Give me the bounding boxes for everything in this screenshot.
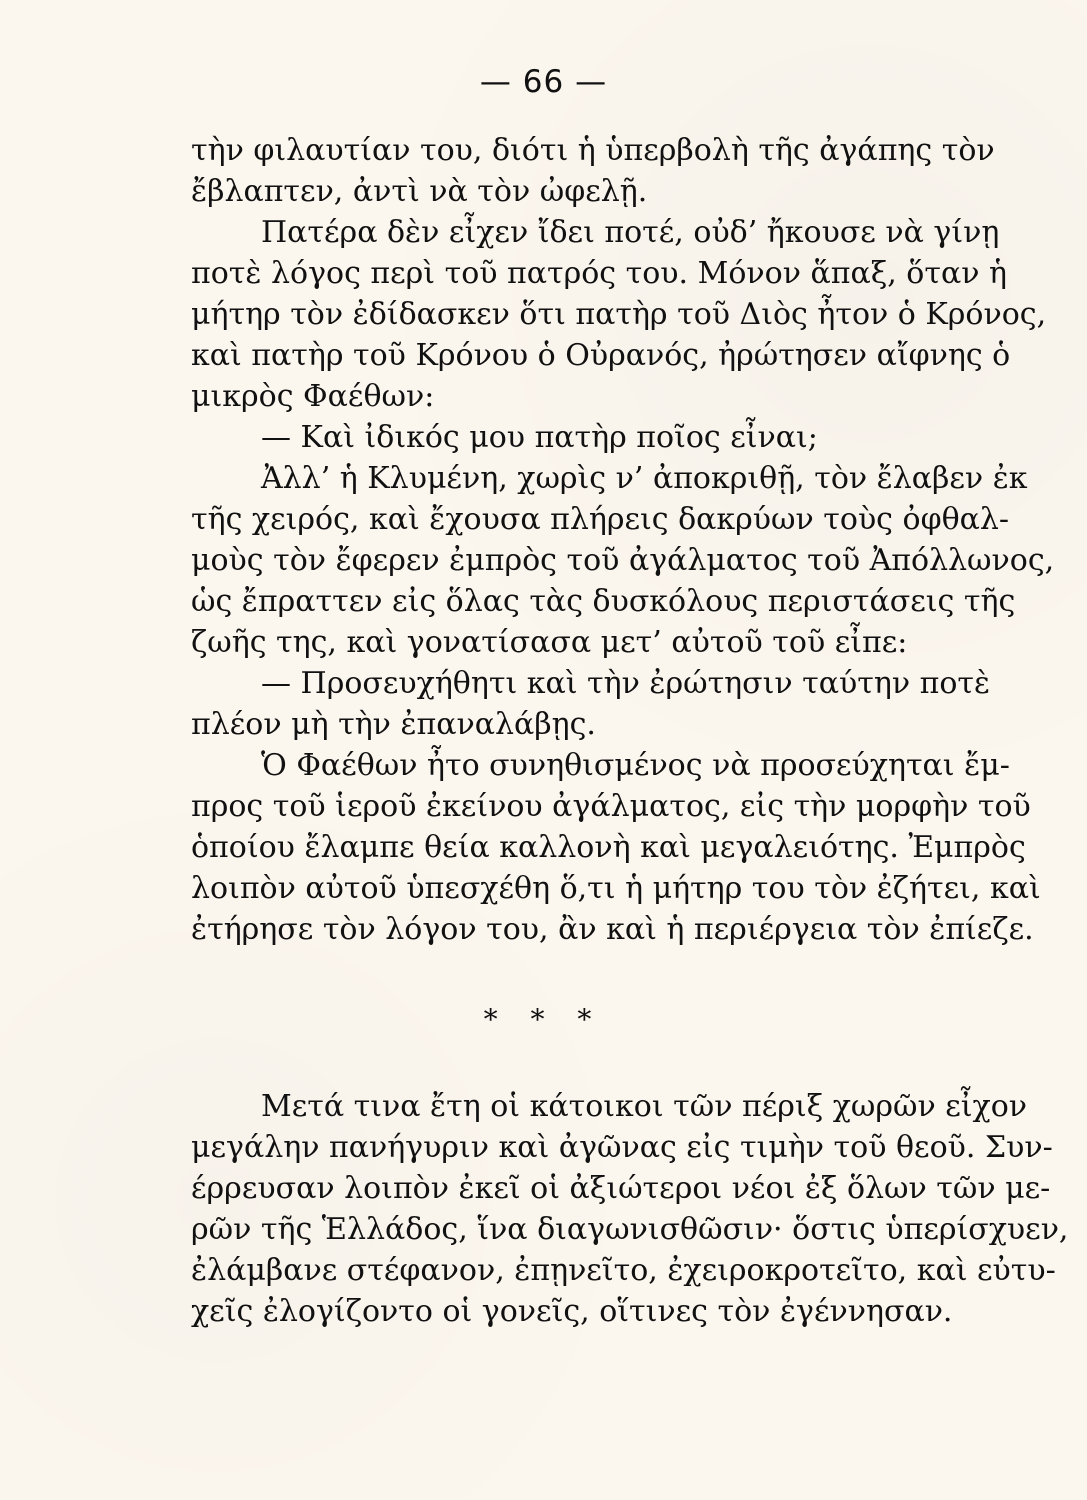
text-line: λοιπὸν αὐτοῦ ὑπεσχέθη ὅ,τι ἡ μήτηρ του τὸν ἐζήτει, καὶ bbox=[191, 871, 1041, 906]
text-line: ὁποίου ἔλαμπε θεία καλλονὴ καὶ μεγαλειότης. Ἐμπρὸς bbox=[191, 830, 1026, 865]
section-separator: * * * bbox=[483, 1003, 604, 1036]
text-line: ζωῆς της, καὶ γονατίσασα μετ’ αὐτοῦ τοῦ εἶπε: bbox=[191, 625, 908, 660]
text-line: Ὁ Φαέθων ἦτο συνηθισμένος νὰ προσεύχηται ἔμ- bbox=[261, 748, 1010, 783]
text-line: ρῶν τῆς Ἑλλάδος, ἵνα διαγωνισθῶσιν· ὅστις ὑπερίσχυεν, bbox=[191, 1212, 1069, 1247]
text-line: — Καὶ ἰδικός μου πατὴρ ποῖος εἶναι; bbox=[261, 420, 818, 455]
text-line: πλέον μὴ τὴν ἐπαναλάβῃς. bbox=[191, 707, 596, 742]
text-line: καὶ πατὴρ τοῦ Κρόνου ὁ Οὐρανός, ἠρώτησεν αἴφνης ὁ bbox=[191, 338, 1011, 373]
text-line: ἐτήρησε τὸν λόγον του, ἂν καὶ ἡ περιέργεια τὸν ἐπίεζε. bbox=[191, 912, 1034, 947]
text-line: ὡς ἔπραττεν εἰς ὅλας τὰς δυσκόλους περιστάσεις τῆς bbox=[191, 584, 1016, 619]
text-line: ποτὲ λόγος περὶ τοῦ πατρός του. Μόνον ἅπαξ, ὅταν ἡ bbox=[191, 256, 1007, 291]
text-line: τῆς χειρός, καὶ ἔχουσα πλήρεις δακρύων τοὺς ὀφθαλ- bbox=[191, 502, 1010, 537]
text-line: μεγάλην πανήγυριν καὶ ἀγῶνας εἰς τιμὴν τοῦ θεοῦ. Συν- bbox=[191, 1130, 1053, 1165]
text-line: έρρευσαν λοιπὸν ἐκεῖ οἱ ἀξιώτεροι νέοι ἐξ ὅλων τῶν με- bbox=[191, 1171, 1051, 1206]
text-line: τὴν φιλαυτίαν του, διότι ἡ ὑπερβολὴ τῆς ἀγάπης τὸν bbox=[191, 133, 995, 168]
text-line: Ἀλλ’ ἡ Κλυμένη, χωρὶς ν’ ἀποκριθῇ, τὸν ἔλαβεν ἐκ bbox=[261, 461, 1028, 496]
page-number: — 66 — bbox=[479, 64, 608, 100]
text-line: προς τοῦ ἱεροῦ ἐκείνου ἀγάλματος, εἰς τὴν μορφὴν τοῦ bbox=[191, 789, 1031, 824]
text-line: χεῖς ἐλογίζοντο οἱ γονεῖς, οἵτινες τὸν ἐγέννησαν. bbox=[191, 1294, 953, 1329]
text-line: μικρὸς Φαέθων: bbox=[191, 379, 435, 414]
main-text bbox=[191, 130, 1055, 950]
text-line: μοὺς τὸν ἔφερεν ἐμπρὸς τοῦ ἀγάλματος τοῦ Ἀπόλλωνος, bbox=[191, 543, 1055, 578]
text-line: ἐλάμβανε στέφανον, ἐπῃνεῖτο, ἐχειροκροτεῖτο, καὶ εὐτυ- bbox=[191, 1253, 1056, 1288]
text-line: — Προσευχήθητι καὶ τὴν ἐρώτησιν ταύτην ποτὲ bbox=[261, 666, 991, 701]
second-text bbox=[191, 1086, 1069, 1332]
text-line: Πατέρα δὲν εἶχεν ἴδει ποτέ, οὐδ’ ἤκουσε νὰ γίνῃ bbox=[261, 215, 1000, 250]
text-line: Μετά τινα ἔτη οἱ κάτοικοι τῶν πέριξ χωρῶν εἶχον bbox=[261, 1089, 1027, 1124]
text-line: μήτηρ τὸν ἐδίδασκεν ὅτι πατὴρ τοῦ Διὸς ἦτον ὁ Κρόνος, bbox=[191, 297, 1047, 332]
text-line: ἔβλαπτεν, ἀντὶ νὰ τὸν ὠφελῇ. bbox=[191, 174, 648, 209]
